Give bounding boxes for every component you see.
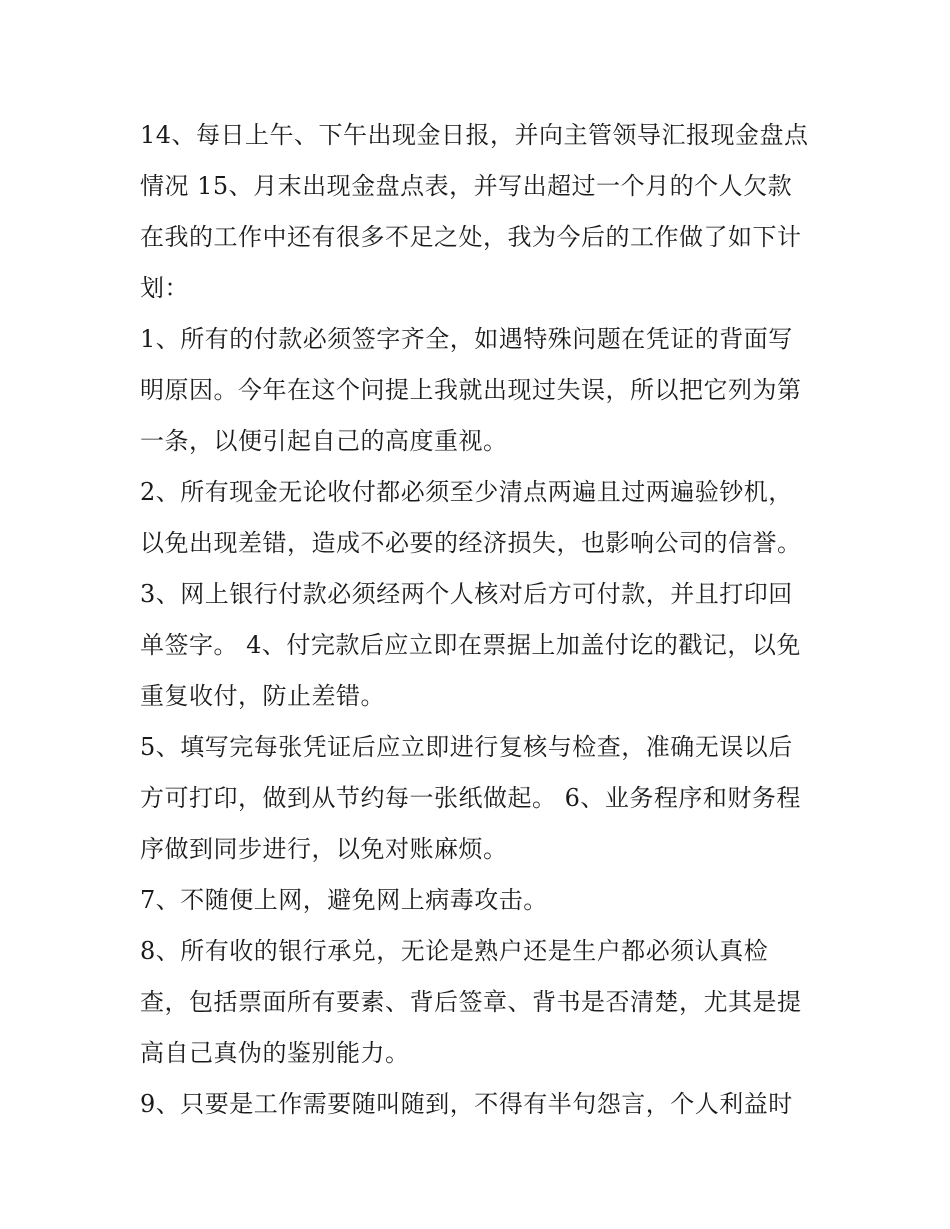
text-line: 3、网上银行付款必须经两个人核对后方可付款，并且打印回 [140,580,793,608]
text-line: 明原因。今年在这个问提上我就出现过失误，所以把它列为第 [140,376,802,404]
text-line: 情况 15、月末出现金盘点表，并写出超过一个月的个人欠款 [140,172,793,200]
text-line: 2、所有现金无论收付都必须至少清点两遍且过两遍验钞机， [140,478,793,506]
document-body [140,110,840,1130]
text-line: 9、只要是工作需要随叫随到，不得有半句怨言，个人利益时 [140,1090,793,1118]
text-line: 单签字。 4、付完款后应立即在票据上加盖付讫的戳记，以免 [140,631,801,659]
text-line: 1、所有的付款必须签字齐全，如遇特殊问题在凭证的背面写 [140,325,793,353]
text-line: 高自己真伪的鉴别能力。 [140,1039,410,1067]
text-line: 7、不随便上网，避免网上病毒攻击。 [140,886,548,914]
text-line: 一条，以便引起自己的高度重视。 [140,427,508,455]
text-line: 划： [140,274,189,302]
text-line: 重复收付，防止差错。 [140,682,385,710]
text-line: 查，包括票面所有要素、背后签章、背书是否清楚，尤其是提 [140,988,802,1016]
text-line: 方可打印，做到从节约每一张纸做起。 6、业务程序和财务程 [140,784,801,812]
text-line: 5、填写完每张凭证后应立即进行复核与检查，准确无误以后 [140,733,793,761]
text-line: 14、每日上午、下午出现金日报，并向主管领导汇报现金盘点 [140,121,809,149]
text-line: 在我的工作中还有很多不足之处，我为今后的工作做了如下计 [140,223,802,251]
text-line: 序做到同步进行，以免对账麻烦。 [140,835,508,863]
text-line: 以免出现差错，造成不必要的经济损失，也影响公司的信誉。 [140,529,802,557]
text-line: 8、所有收的银行承兑，无论是熟户还是生户都必须认真检 [140,937,769,965]
